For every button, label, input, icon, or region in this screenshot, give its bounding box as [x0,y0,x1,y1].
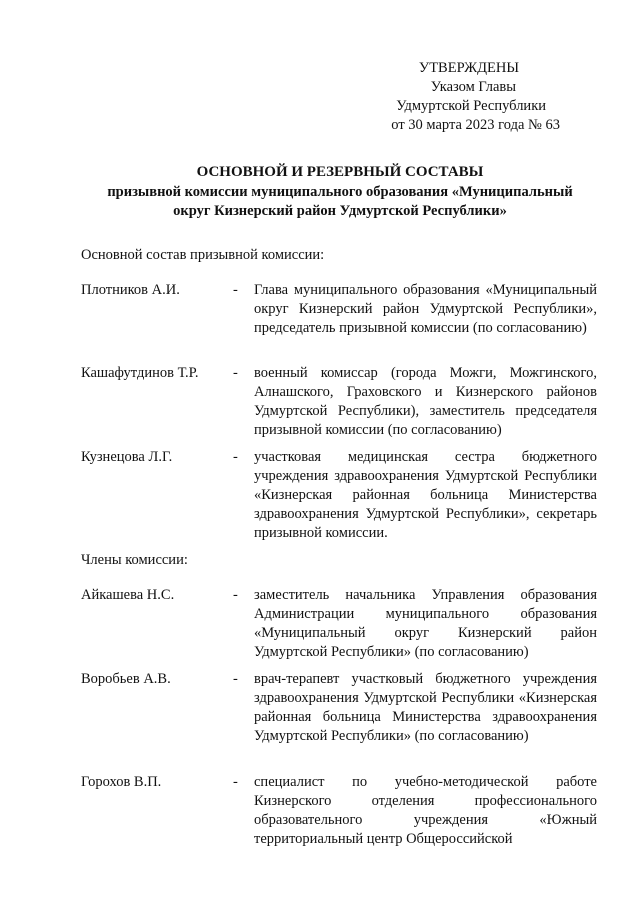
member-description: Глава муниципального образования «Муниципальный округ Кизнерский район Удмуртской Республики», председатель призывной комиссии (по согласованию) [254,282,597,336]
members-section-heading: Члены комиссии: [81,552,188,568]
member-dash: - [233,449,238,465]
member-dash: - [233,671,238,687]
member-description: участковая медицинская сестра бюджетного учреждения здравоохранения Удмуртской Республики «Кизнерская районная больница Министерства здравоохранения Удмуртской Республики», секретарь призывной комиссии. [254,449,597,541]
subtitle-line: призывной комиссии муниципального образования «Муниципальный [107,184,573,200]
member-name: Горохов В.П. [81,774,162,790]
approval-date-line: от 30 марта 2023 года № 63 [391,117,560,133]
member-name: Плотников А.И. [81,282,180,298]
member-description: военный комиссар (города Можги, Можгинского, Алнашского, Граховского и Кизнерского районов Удмуртской Республики), заместитель председателя призывной комиссии (по согласованию) [254,365,597,438]
approval-line: Указом Главы [430,79,516,95]
member-name: Кузнецова Л.Г. [81,449,173,465]
member-dash: - [233,587,238,603]
member-description: специалист по учебно-методической работе Кизнерского отделения профессионального образовательного учреждения «Южный территориальный центр Общероссийской [254,774,597,847]
document-title: ОСНОВНОЙ И РЕЗЕРВНЫЙ СОСТАВЫ [196,164,484,180]
approval-block [360,59,560,135]
subtitle-line: округ Кизнерский район Удмуртской Республики» [173,203,507,219]
member-dash: - [233,282,238,298]
member-description: врач-терапевт участковый бюджетного учреждения здравоохранения Удмуртской Республики «Кизнерская районная больница Министерства здравоохранения Удмуртской Республики» (по согласованию) [254,671,597,744]
document-subtitle [60,183,620,221]
main-section-heading: Основной состав призывной комиссии: [81,247,325,263]
member-description: заместитель начальника Управления образования Администрации муниципального образования «Муниципальный округ Кизнерский район Удмуртской Республики» (по согласованию) [254,587,597,660]
member-name: Кашафутдинов Т.Р. [81,365,199,381]
approval-line: УТВЕРЖДЕНЫ [418,60,519,76]
approval-line: Удмуртской Республики [396,98,546,114]
member-name: Воробьев А.В. [81,671,171,687]
member-dash: - [233,365,238,381]
member-name: Айкашева Н.С. [81,587,175,603]
member-dash: - [233,774,238,790]
